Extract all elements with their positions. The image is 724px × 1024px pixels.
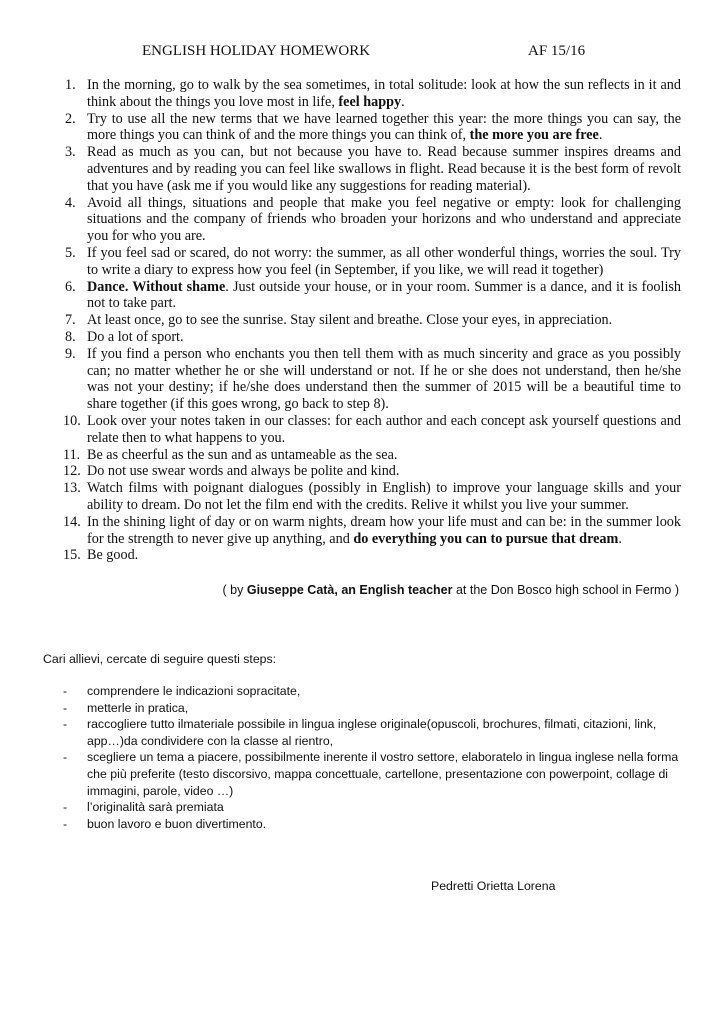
step-item	[63, 463, 681, 480]
step-item	[65, 77, 681, 111]
step-item	[63, 547, 681, 564]
task-item	[63, 716, 683, 749]
step-text: .	[618, 530, 622, 547]
step-text: Watch films with poignant dialogues (possibly in English) to improve your language skills and your ability to dream. Do not let the film end with the credits. Relive it whilst you live your summer.	[87, 480, 681, 513]
intro-text: Cari allievi, cercate di seguire questi steps:	[43, 652, 277, 666]
task-bullet: -	[63, 684, 68, 698]
step-emphasis: the more you are free	[469, 127, 599, 144]
step-text: Read as much as you can, but not because you have to. Read because summer inspires dreams and adventures and by reading you can feel like swallows in flight. Read because it is the best form of revolt that you have (ask me if you would like any suggestions for reading material).	[87, 144, 681, 194]
step-item	[65, 194, 681, 245]
step-number: 6.	[65, 278, 76, 295]
credit-author: Giuseppe Catà, an English teacher	[246, 583, 453, 597]
document-title: ENGLISH HOLIDAY HOMEWORK	[142, 43, 371, 59]
task-bullet: -	[63, 750, 68, 765]
step-number: 13.	[63, 480, 81, 497]
step-item	[65, 328, 681, 346]
step-number: 5.	[65, 244, 76, 261]
task-bullet: -	[63, 717, 68, 732]
step-item	[63, 446, 681, 464]
step-text: Avoid all things, situations and people that make you feel negative or empty: look for challenging situations and the company of friends who broaden your horizons and who understand and appreciate you for who you are.	[87, 194, 681, 245]
credit-suffix: at the Don Bosco high school in Fermo )	[452, 583, 679, 597]
step-number: 1.	[65, 77, 76, 93]
step-text: In the shining light of day or on warm nights, dream how your life must and can be: in the summer look for the strength to never give up anything, and	[87, 513, 681, 547]
task-text: comprendere le indicazioni sopracitate,	[87, 684, 301, 698]
step-item	[65, 110, 681, 145]
credit-line	[223, 583, 679, 597]
step-item	[65, 244, 681, 279]
step-number: 4.	[65, 194, 76, 211]
step-text: Be as cheerful as the sun and as untameable as the sea.	[87, 446, 398, 463]
step-text: At least once, go to see the sunrise. Stay silent and breathe. Close your eyes, in appreciation.	[87, 312, 613, 329]
step-number: 3.	[65, 144, 76, 161]
step-text: In the morning, go to walk by the sea sometimes, in total solitude: look at how the sun reflects in it and think about the things you love most in life,	[87, 77, 681, 110]
step-number: 11.	[63, 446, 81, 463]
task-item	[63, 799, 683, 816]
credit-prefix: ( by	[222, 583, 247, 597]
step-number: 9.	[65, 345, 76, 362]
task-bullet: -	[63, 700, 68, 715]
step-emphasis: feel happy	[338, 93, 402, 110]
step-item	[63, 412, 681, 447]
step-text: . Just outside your house, or in your room. Summer is a dance, and it is foolish not to take part.	[87, 278, 681, 312]
step-number: 10.	[63, 412, 81, 429]
step-text: Be good.	[87, 547, 139, 564]
step-number: 8.	[65, 328, 76, 345]
task-item	[63, 700, 683, 717]
step-text: Try to use all the new terms that we have learned together this year: the more things you can say, the more things you can think of and the more things you can think of,	[87, 110, 681, 144]
step-number: 7.	[65, 312, 76, 329]
step-number: 12.	[63, 463, 81, 480]
task-text: scegliere un tema a piacere, possibilmente inerente il vostro settore, elaboratelo in lingua inglese nella forma che più preferite (testo discorsivo, mappa concettuale, cartellone, presentazione con powerpoint, collage di immagini, parole, video …)	[87, 750, 679, 798]
task-text: metterle in pratica,	[87, 700, 189, 715]
step-text: Look over your notes taken in our classes: for each author and each concept ask yourself questions and relate then to what happens to you.	[87, 412, 681, 446]
document-code: AF 15/16	[528, 43, 586, 59]
task-text: raccogliere tutto ilmateriale possibile in lingua inglese originale(opuscoli, brochures, filmati, citazioni, link, app…)da condividere con la classe al rientro,	[87, 717, 657, 748]
step-item	[65, 312, 681, 329]
step-emphasis: Dance. Without shame	[87, 278, 226, 295]
step-text: If you feel sad or scared, do not worry: the summer, as all other wonderful things, worries the soul. Try to write a diary to express how you feel (in September, if you like, we will read it together)	[87, 244, 681, 278]
step-number: 14.	[63, 513, 81, 530]
step-item	[65, 144, 681, 194]
step-number: 15.	[63, 547, 81, 564]
task-item	[63, 683, 683, 700]
task-item	[63, 749, 683, 799]
document-header	[0, 43, 724, 63]
task-bullet: -	[63, 800, 68, 815]
tasks-list	[63, 683, 683, 832]
task-text: l’originalità sarà premiata	[87, 800, 224, 815]
homework-steps-list	[63, 77, 681, 564]
step-item	[65, 345, 681, 413]
task-item	[63, 816, 683, 833]
step-number: 2.	[65, 110, 76, 127]
step-item	[63, 513, 681, 548]
step-text: Do not use swear words and always be polite and kind.	[87, 463, 400, 480]
task-text: buon lavoro e buon divertimento.	[87, 816, 267, 831]
step-text: .	[598, 127, 603, 144]
signature: Pedretti Orietta Lorena	[431, 879, 556, 893]
task-bullet: -	[63, 816, 68, 831]
step-item	[63, 480, 681, 514]
step-text: If you find a person who enchants you then tell them with as much sincerity and grace as you possibly can; no matter whether he or she will understand or not. If he or she does not understand, then he/she was not your destiny; if he/she does understand then the summer of 2015 will be a beautiful time to share together (if this goes wrong, go back to step 8).	[87, 345, 681, 413]
step-text: .	[401, 93, 405, 110]
step-text: Do a lot of sport.	[87, 328, 184, 345]
step-item	[65, 278, 681, 313]
step-emphasis: do everything you can to pursue that dream	[353, 530, 619, 547]
